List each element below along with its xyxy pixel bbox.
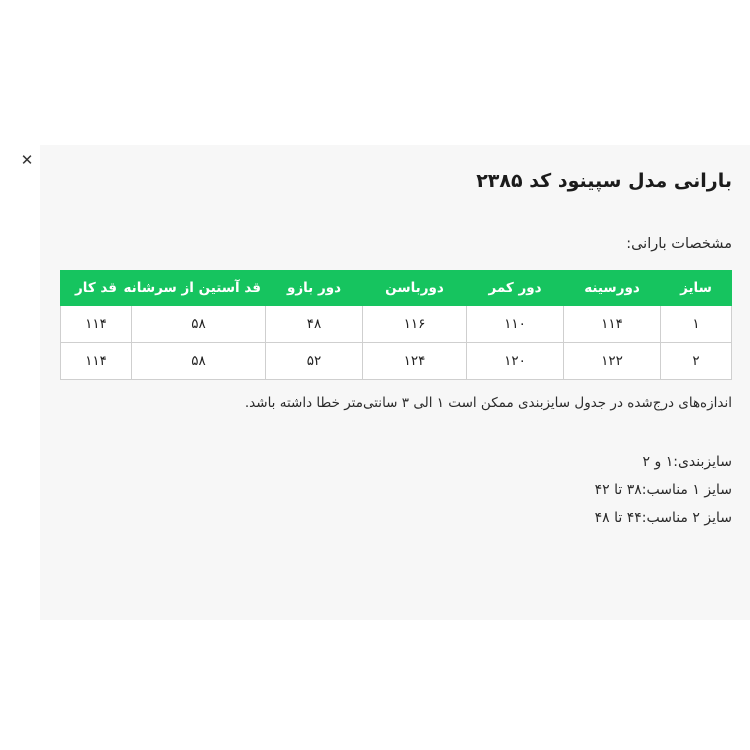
close-icon[interactable]: ✕ bbox=[14, 147, 40, 173]
modal-content bbox=[40, 145, 750, 532]
size-table bbox=[60, 270, 732, 380]
measurement-note: اندازه‌های درج‌شده در جدول سایزبندی ممکن است ۱ الی ۳ سانتی‌متر خطا داشته باشد. bbox=[244, 394, 732, 411]
table-cell: ۴۸ bbox=[266, 305, 363, 342]
table-row bbox=[61, 342, 732, 379]
sizing-line: سایز ۱ مناسب:۳۸ تا ۴۲ bbox=[594, 482, 732, 499]
table-cell: ۱۲۲ bbox=[564, 342, 661, 379]
table-header-cell: دورسینه bbox=[564, 270, 661, 305]
table-cell: ۱۲۴ bbox=[363, 342, 467, 379]
table-header-row bbox=[61, 270, 732, 305]
table-cell: ۱۱۴ bbox=[564, 305, 661, 342]
table-cell: ۱۱۴ bbox=[61, 342, 132, 379]
table-cell: ۱۱۶ bbox=[363, 305, 467, 342]
sizing-line: سایز ۲ مناسب:۴۴ تا ۴۸ bbox=[594, 510, 732, 527]
table-header-cell: دورباسن bbox=[363, 270, 467, 305]
table-cell: ۲ bbox=[661, 342, 732, 379]
page-title: بارانی مدل سپینود کد ۲۳۸۵ bbox=[476, 170, 732, 192]
sizing-line: سایزبندی:۱ و ۲ bbox=[642, 454, 732, 471]
table-header-cell: دور کمر bbox=[467, 270, 564, 305]
size-guide-modal bbox=[40, 145, 750, 620]
table-cell: ۵۸ bbox=[132, 342, 266, 379]
specs-label: مشخصات بارانی: bbox=[626, 235, 732, 252]
table-header-cell: قد آستین از سرشانه bbox=[132, 270, 266, 305]
table-cell: ۱ bbox=[661, 305, 732, 342]
table-cell: ۱۱۰ bbox=[467, 305, 564, 342]
table-header-cell: سایز bbox=[661, 270, 732, 305]
table-header-cell: قد کار bbox=[61, 270, 132, 305]
table-row bbox=[61, 305, 732, 342]
table-cell: ۱۱۴ bbox=[61, 305, 132, 342]
table-header-cell: دور بازو bbox=[266, 270, 363, 305]
table-cell: ۵۲ bbox=[266, 342, 363, 379]
sizing-info bbox=[58, 414, 732, 532]
table-cell: ۱۲۰ bbox=[467, 342, 564, 379]
table-cell: ۵۸ bbox=[132, 305, 266, 342]
